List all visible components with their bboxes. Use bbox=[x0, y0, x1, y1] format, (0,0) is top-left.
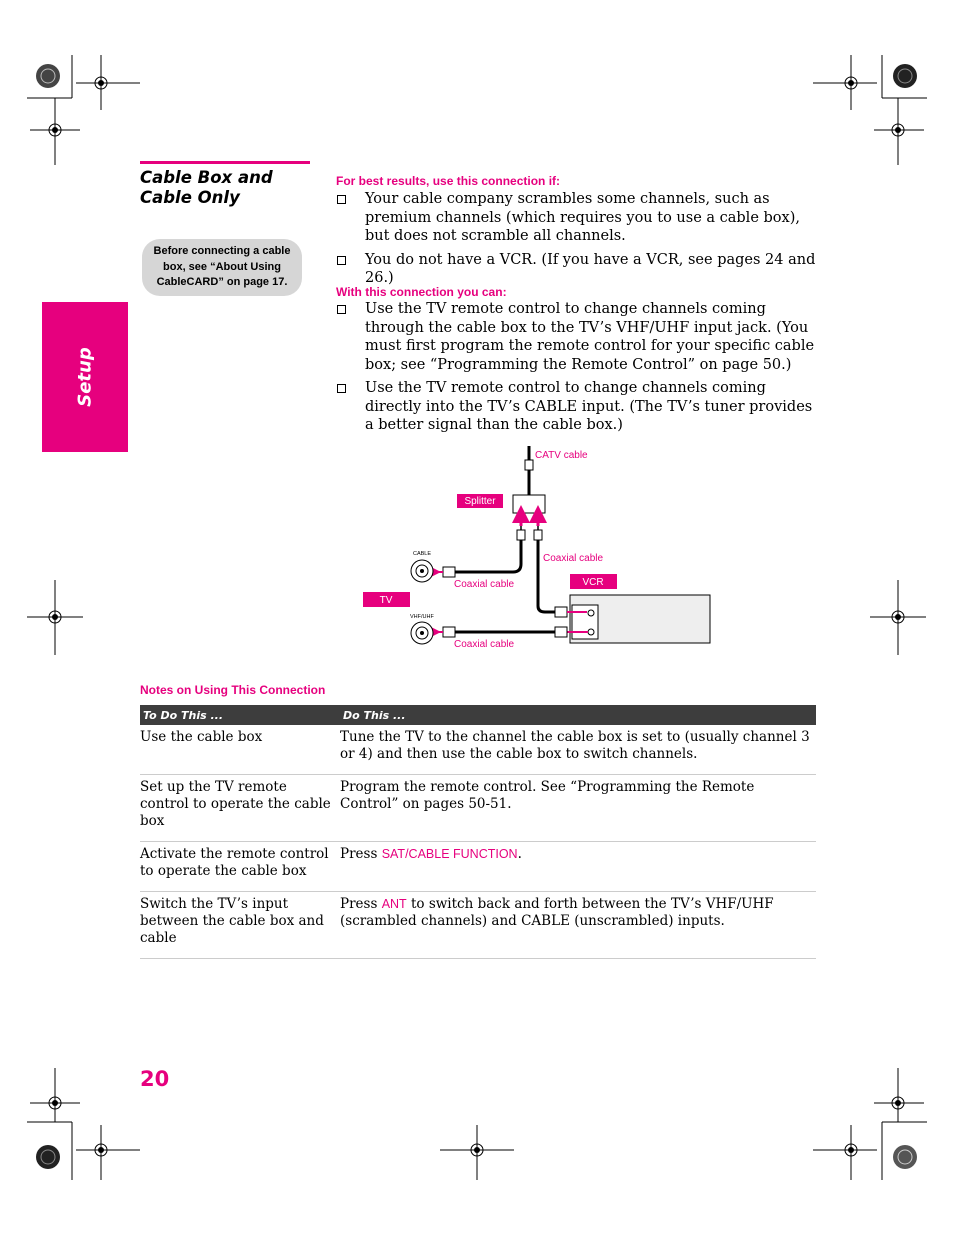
cablecard-note-text: Before connecting a cable box, see “About Using CableCARD” on page 17. bbox=[153, 245, 291, 289]
section-title bbox=[140, 168, 320, 208]
checkbox-bullet-icon bbox=[337, 384, 346, 393]
table-row: Set up the TV remote control to operate the cable box Program the remote control. See “Programming the Remote Control” on pages 50-51. bbox=[140, 775, 816, 842]
list-item: Use the TV remote control to change channels coming directly into the TV’s CABLE input. (The TV’s tuner provides a better signal than the cable box.) bbox=[336, 379, 818, 435]
column-header-action: Do This ... bbox=[340, 705, 816, 725]
setup-side-tab bbox=[42, 302, 128, 452]
list-item: Your cable company scrambles some channels, such as premium channels (which requires you to use a cable box), but does not scramble all channels. bbox=[336, 190, 818, 246]
coaxial-cable-label-3: Coaxial cable bbox=[454, 639, 515, 650]
catv-cable-label: CATV cable bbox=[535, 450, 588, 461]
tv-cable-jack-icon bbox=[411, 560, 433, 582]
notes-heading: Notes on Using This Connection bbox=[140, 683, 326, 697]
catv-connector-icon bbox=[525, 446, 533, 495]
vhf-port-label: VHF/UHF bbox=[410, 614, 434, 620]
checkbox-bullet-icon bbox=[337, 256, 346, 265]
table-row: Switch the TV’s input between the cable box and cable Press ANT to switch back and forth between the TV’s VHF/UHF (scrambled channels) and CABLE (unscrambled) inputs. bbox=[140, 892, 816, 959]
side-tab-label: Setup bbox=[74, 347, 96, 407]
table-row: Use the cable box Tune the TV to the channel the cable box is set to (usually channel 3 or 4) and then use the cable box to switch channels. bbox=[140, 725, 816, 775]
section-title-line1: Cable Box and bbox=[140, 168, 273, 187]
cablecard-note-box bbox=[142, 239, 302, 296]
list-item: Use the TV remote control to change channels coming through the cable box to the TV’s VHF/UHF input jack. (You must first program the remote control for your specific cable box; see “Programming the Remote Control” on page 50.) bbox=[336, 300, 818, 374]
section-rule bbox=[140, 161, 310, 164]
signal-arrow-icon bbox=[521, 514, 538, 526]
best-results-heading: For best results, use this connection if: bbox=[336, 174, 561, 188]
section-title-line2: Cable Only bbox=[140, 188, 240, 207]
list-item: You do not have a VCR. (If you have a VCR, see pages 24 and 26.) bbox=[336, 251, 818, 288]
checkbox-bullet-icon bbox=[337, 195, 346, 204]
button-name-ant: ANT bbox=[381, 897, 407, 911]
cable-port-label: CABLE bbox=[413, 551, 432, 557]
page-number: 20 bbox=[140, 1067, 170, 1091]
tv-label: TV bbox=[379, 595, 393, 606]
table-row: Activate the remote control to operate the cable box Press SAT/CABLE FUNCTION. bbox=[140, 842, 816, 892]
with-connection-list bbox=[336, 300, 818, 440]
button-name-sat-cable-function: SAT/CABLE FUNCTION bbox=[381, 847, 518, 861]
splitter-label: Splitter bbox=[464, 496, 496, 507]
splitter-icon bbox=[513, 495, 545, 513]
best-results-list bbox=[336, 190, 818, 293]
connection-diagram bbox=[355, 440, 725, 655]
checkbox-bullet-icon bbox=[337, 305, 346, 314]
with-connection-heading: With this connection you can: bbox=[336, 285, 507, 299]
coaxial-cable-label-2: Coaxial cable bbox=[543, 553, 604, 564]
tv-vhf-jack-icon bbox=[411, 622, 433, 644]
coaxial-cable-label-1: Coaxial cable bbox=[454, 579, 515, 590]
vcr-label: VCR bbox=[582, 577, 604, 588]
notes-table bbox=[140, 705, 816, 959]
column-header-task: To Do This ... bbox=[140, 705, 340, 725]
